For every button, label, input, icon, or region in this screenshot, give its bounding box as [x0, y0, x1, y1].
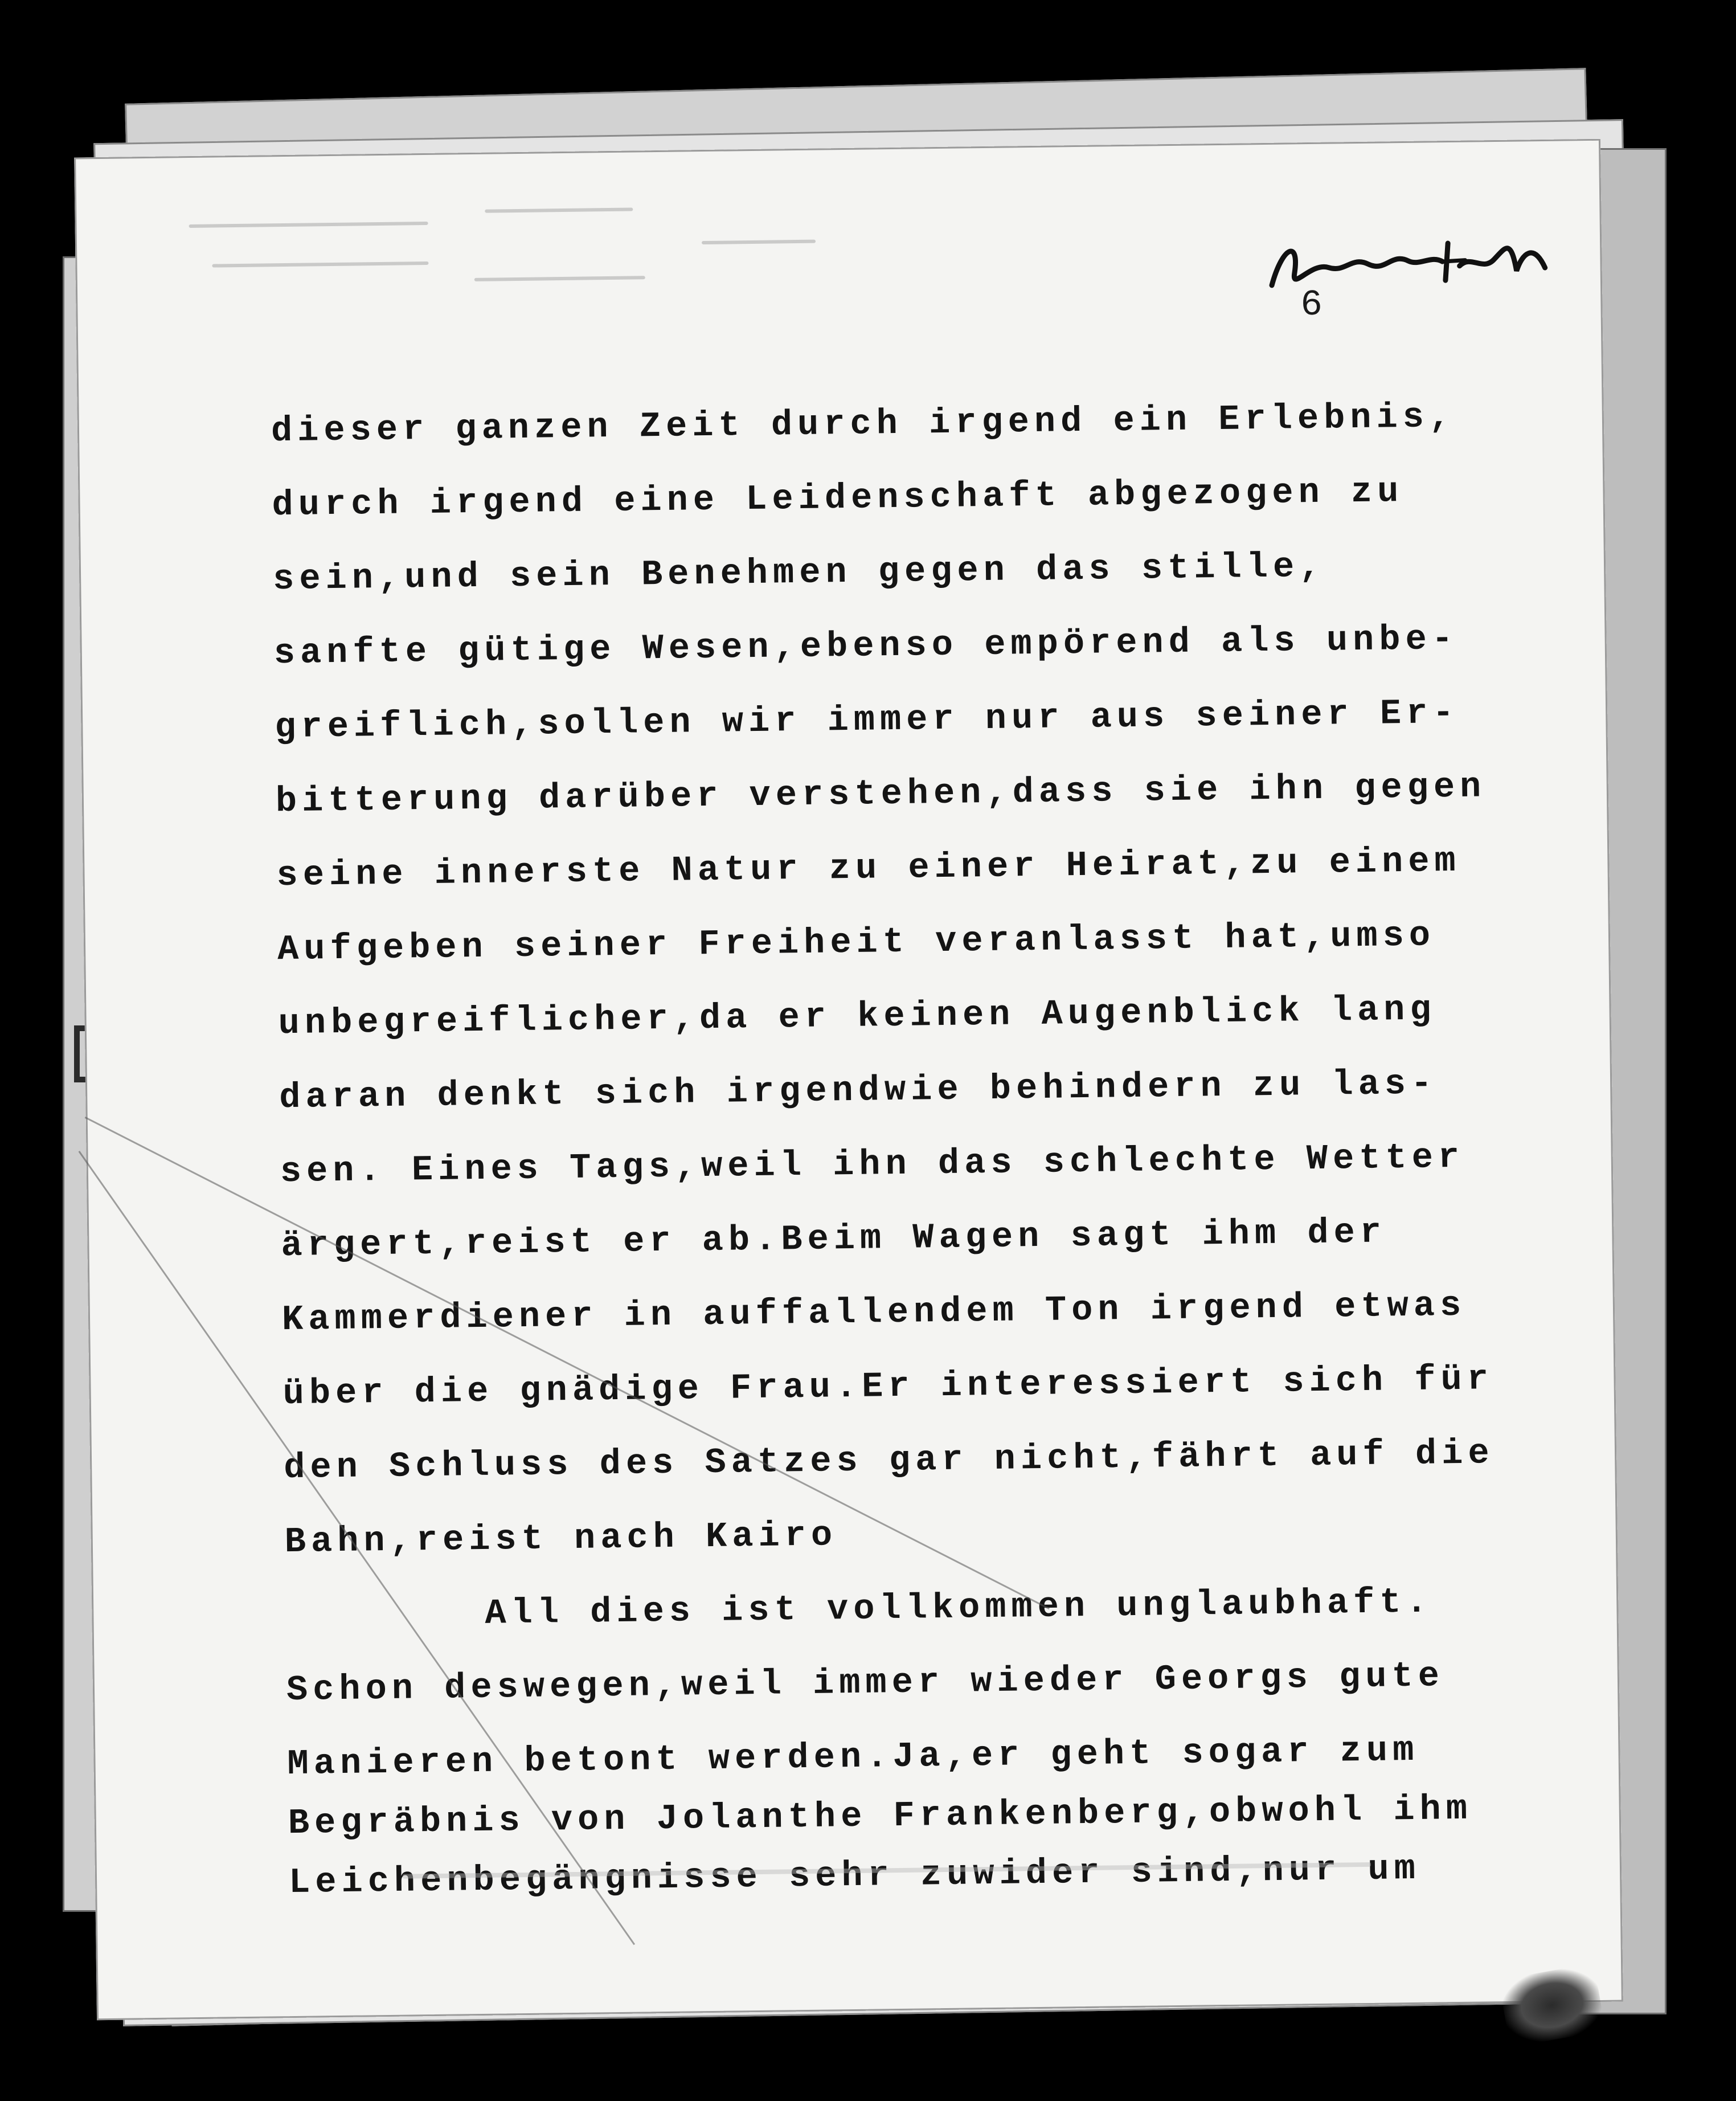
ghost-mark [189, 222, 428, 228]
text-line: über die gnädige Frau.Er interessiert sich für [282, 1359, 1494, 1415]
ghost-mark [212, 261, 428, 268]
text-line: sen. Eines Tags,weil ihn das schlechte Wetter [280, 1137, 1465, 1192]
text-line: Manieren betont werden.Ja,er geht sogar zum [287, 1730, 1419, 1785]
text-line: Schon deswegen,weil immer wieder Georgs gute [286, 1656, 1445, 1711]
text-line: dieser ganzen Zeit durch irgend ein Erlebnis, [271, 396, 1456, 452]
text-line: Kammerdiener in auffallendem Ton irgend etwas [281, 1285, 1467, 1340]
text-line: sein,und sein Benehmen gegen das stille, [272, 546, 1326, 600]
text-line: greiflich,sollen wir immer nur aus seiner Er- [274, 692, 1459, 748]
text-line: den Schluss des Satzes gar nicht,fährt auf die [283, 1433, 1495, 1489]
text-line: Aufgeben seiner Freiheit veranlasst hat,umso [277, 915, 1436, 970]
text-line: Bahn,reist nach Kairo [284, 1515, 838, 1563]
text-line-indented: All dies ist vollkommen unglaubhaft. [484, 1581, 1433, 1634]
text-line: durch irgend eine Leidenschaft abgezogen zu [272, 471, 1404, 526]
page-number: 6 [1300, 284, 1323, 326]
ghost-mark [474, 276, 645, 281]
text-line: bitterung darüber verstehen,dass sie ihn gegen [275, 766, 1487, 822]
text-line: ärgert,reist er ab.Beim Wagen sagt ihm der [281, 1212, 1387, 1266]
text-line: sanfte gütige Wesen,ebenso empörend als unbe- [273, 618, 1459, 674]
text-line: Leichenbegängnisse sehr zuwider sind,nur um [288, 1848, 1421, 1903]
body-text [271, 379, 1571, 1920]
text-line: Begräbnis von Jolanthe Frankenberg,obwohl ihm [288, 1788, 1473, 1844]
text-line: seine innerste Natur zu einer Heirat,zu einem [276, 840, 1461, 896]
typewritten-page [74, 139, 1623, 2020]
ghost-mark [702, 240, 816, 244]
text-line: unbegreiflicher,da er keinen Augenblick lang [278, 989, 1437, 1044]
text-line: daran denkt sich irgendwie behindern zu las- [279, 1063, 1438, 1118]
ghost-mark [485, 208, 633, 213]
